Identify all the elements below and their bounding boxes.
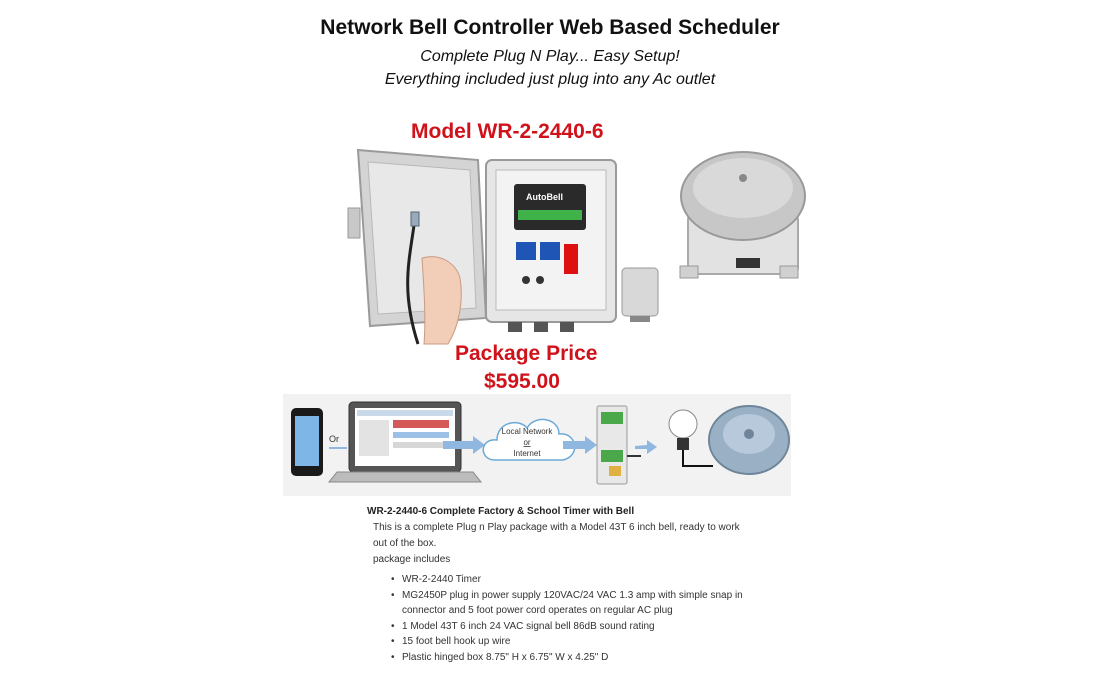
description-line: package includes — [373, 554, 451, 565]
list-item: • 15 foot bell hook up wire — [388, 634, 758, 650]
signal-bell — [680, 152, 805, 278]
autobell-logo: AutoBell — [526, 192, 563, 202]
smartphone-icon — [291, 408, 323, 476]
bell-icon — [709, 406, 789, 474]
list-item: • MG2450P plug in power supply 120VAC/24 VAC 1.3 amp with simple snap in connector and 5 foot power cord operates on regular AC plug — [388, 588, 758, 619]
or-label: Or — [329, 434, 339, 444]
network-diagram — [283, 394, 791, 496]
description-title: WR-2-2440-6 Complete Factory & School Timer with Bell — [367, 506, 635, 517]
package-price-value: $595.00 — [484, 370, 560, 393]
enclosure-lid — [348, 150, 486, 326]
cloud-label-or: or — [523, 438, 531, 447]
list-item: • WR-2-2440 Timer — [388, 572, 758, 588]
description-line: This is a complete Plug n Play package with a Model 43T 6 inch bell, ready to work — [373, 522, 740, 533]
enclosure-box — [486, 160, 616, 332]
package-items-list — [388, 572, 758, 665]
package-price-label: Package Price — [455, 342, 598, 365]
list-item: • 1 Model 43T 6 inch 24 VAC signal bell 86dB sound rating — [388, 619, 758, 635]
cloud-label-local-network: Local Network — [501, 427, 553, 436]
subtitle-ac-outlet: Everything included just plug into any Ac outlet — [384, 71, 716, 88]
page-title: Network Bell Controller Web Based Scheduler — [320, 16, 780, 39]
controller-device-icon — [597, 406, 627, 484]
list-item: • Plastic hinged box 8.75" H x 6.75" W x 4.25" D — [388, 650, 758, 666]
cloud-label-internet: Internet — [513, 449, 541, 458]
description-line: out of the box. — [373, 538, 437, 549]
power-adapter — [622, 268, 658, 322]
subtitle-plug-n-play: Complete Plug N Play... Easy Setup! — [420, 48, 680, 65]
model-label: Model WR-2-2440-6 — [411, 120, 604, 143]
product-photo — [340, 148, 810, 348]
